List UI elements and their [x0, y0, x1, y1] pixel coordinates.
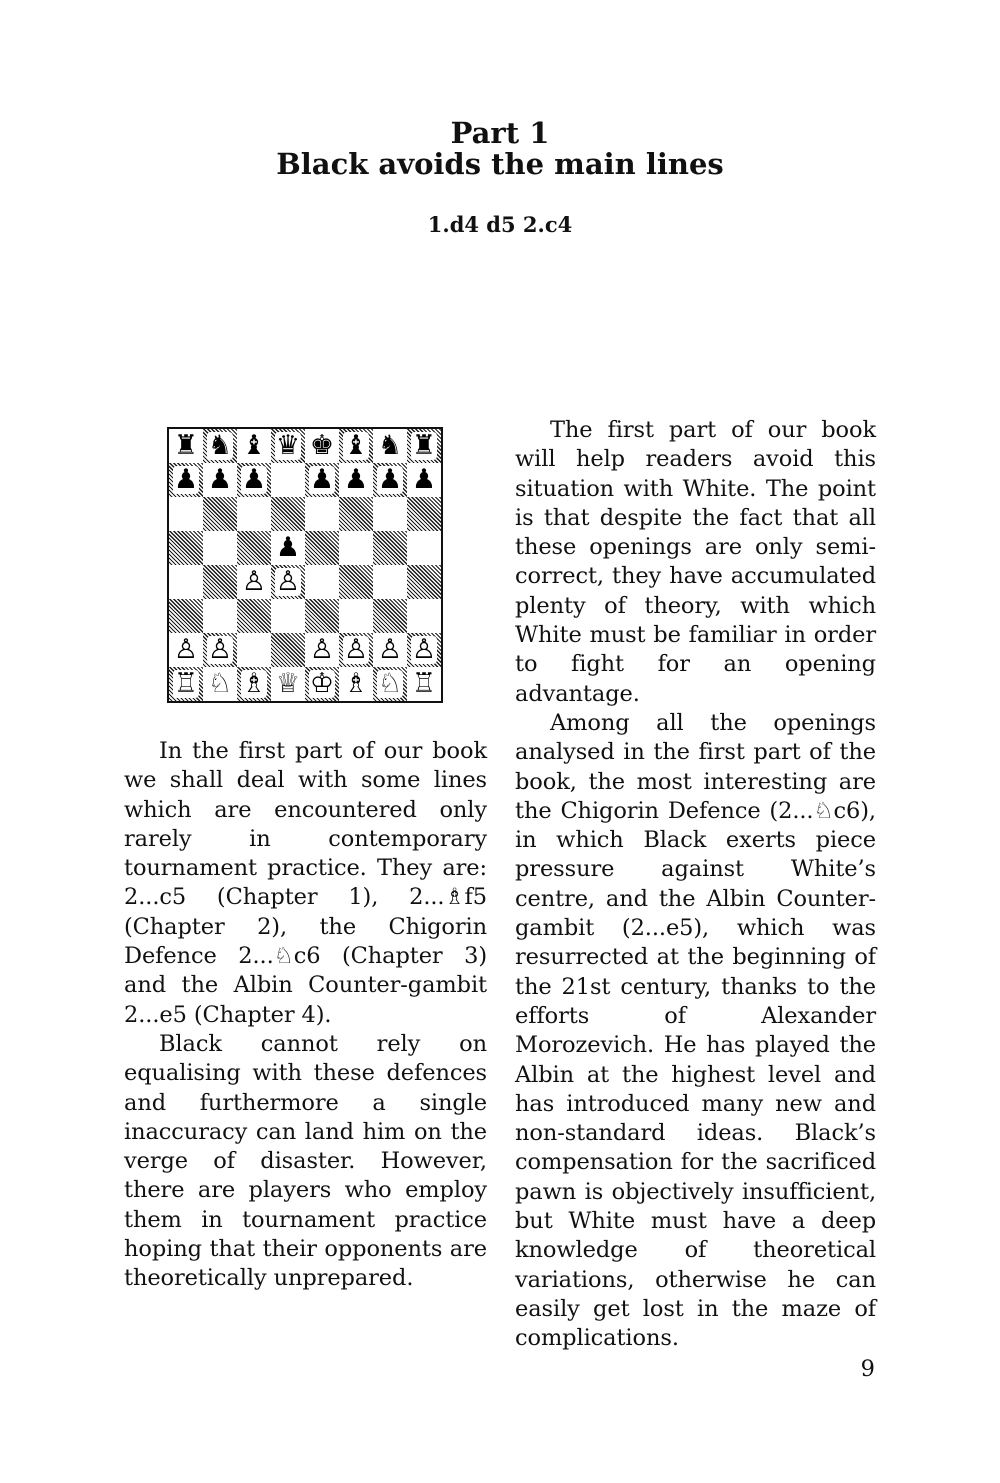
board-square [305, 463, 339, 497]
board-square [271, 429, 305, 463]
chess-piece: ♙ [275, 566, 301, 597]
board-square [271, 565, 305, 599]
board-square [339, 531, 373, 565]
board-square [373, 429, 407, 463]
board-square [305, 599, 339, 633]
board-square [407, 429, 441, 463]
board-square [339, 667, 373, 701]
board-square [305, 531, 339, 565]
board-square [339, 565, 373, 599]
part-title: Black avoids the main lines [276, 147, 724, 181]
board-square [237, 429, 271, 463]
board-square [373, 531, 407, 565]
board-square [169, 633, 203, 667]
board-square [237, 667, 271, 701]
board-square [237, 599, 271, 633]
left-paragraph-1: In the first part of our book we shall deal with some lines which are encountered only rarely in contemporary tournament practice. They are: 2...c5 (Chapter 1), 2...♗f5 (Chapter 2), the Chigorin Defence 2...♘c6 (Chapter 3) and the Albin Counter-gambit 2...e5 (Chapter 4). [124, 738, 487, 1028]
part-heading [0, 118, 1000, 180]
board-square [407, 497, 441, 531]
chess-piece: ♟ [207, 464, 233, 495]
board-square [237, 497, 271, 531]
board-square [305, 429, 339, 463]
board-square [203, 463, 237, 497]
chess-piece: ♖ [411, 668, 437, 699]
board-square [339, 463, 373, 497]
board-square [271, 599, 305, 633]
opening-moves: 1.d4 d5 2.c4 [427, 212, 573, 237]
chess-piece: ♕ [275, 668, 301, 699]
board-square [237, 633, 271, 667]
board-square [237, 463, 271, 497]
board-square [203, 531, 237, 565]
chess-piece: ♙ [411, 634, 437, 665]
chess-piece: ♔ [309, 668, 335, 699]
board-square [169, 429, 203, 463]
board-square [373, 633, 407, 667]
right-paragraph-2: Among all the openings analysed in the first part of the book, the most interesting are the Chigorin Defence (2...♘c6), in which Black exerts piece pressure against White’s centre, and the Albin Counter-gambit (2...e5), which was resurrected at the beginning of the 21st century, thanks to the efforts of Alexander Morozevich. He has played the Albin at the highest level and has introduced many new and non-standard ideas. Black’s compensation for the sacrificed pawn is objectively insufficient, but White must have a deep knowledge of theoretical variations, otherwise he can easily get lost in the maze of complications. [515, 709, 876, 1352]
chess-piece: ♟ [377, 464, 403, 495]
chess-piece: ♟ [241, 464, 267, 495]
board-square [339, 599, 373, 633]
chess-piece: ♟ [309, 464, 335, 495]
board-square [407, 565, 441, 599]
board-square [339, 497, 373, 531]
board-square [407, 599, 441, 633]
chess-piece: ♙ [343, 634, 369, 665]
chess-piece: ♟ [411, 464, 437, 495]
board-square [169, 463, 203, 497]
board-square [305, 633, 339, 667]
chess-piece: ♝ [241, 430, 267, 461]
chess-piece: ♟ [343, 464, 369, 495]
chess-piece: ♗ [241, 668, 267, 699]
chess-piece: ♙ [241, 566, 267, 597]
chess-piece: ♜ [173, 430, 199, 461]
left-paragraph-2: Black cannot rely on equalising with these defences and furthermore a single inaccuracy can land him on the verge of disaster. However, there are players who employ them in tournament practice hoping that their opponents are theoretically unprepared. [124, 1030, 487, 1292]
board-square [305, 497, 339, 531]
board-square [203, 667, 237, 701]
page-number: 9 [860, 1356, 875, 1382]
board-square [169, 531, 203, 565]
board-square [203, 497, 237, 531]
board-square [407, 531, 441, 565]
chess-piece: ♙ [173, 634, 199, 665]
chess-piece: ♗ [343, 668, 369, 699]
board-square [339, 633, 373, 667]
chess-piece: ♖ [173, 668, 199, 699]
board-square [373, 497, 407, 531]
right-column [515, 416, 876, 1354]
board-square [271, 633, 305, 667]
chess-piece: ♙ [309, 634, 335, 665]
board-square [169, 497, 203, 531]
board-square [203, 633, 237, 667]
board-square [407, 633, 441, 667]
chess-piece: ♛ [275, 430, 301, 461]
chess-piece: ♞ [207, 430, 233, 461]
board-square [203, 565, 237, 599]
chess-piece: ♝ [343, 430, 369, 461]
board-square [373, 599, 407, 633]
board-square [271, 497, 305, 531]
chess-piece: ♙ [377, 634, 403, 665]
chess-piece: ♟ [173, 464, 199, 495]
chess-piece: ♟ [275, 532, 301, 563]
board-square [373, 667, 407, 701]
board-square [305, 565, 339, 599]
board-square [271, 463, 305, 497]
right-paragraph-1: The first part of our book will help readers avoid this situation with White. The point is that despite the fact that all these openings are only semi-correct, they have accumulated plenty of theory, with which White must be familiar in order to fight for an opening advantage. [515, 417, 876, 707]
board-square [407, 463, 441, 497]
board-square [169, 667, 203, 701]
chess-piece: ♘ [377, 668, 403, 699]
chess-diagram [167, 427, 443, 703]
chess-piece: ♙ [207, 634, 233, 665]
board-square [271, 667, 305, 701]
board-square [407, 667, 441, 701]
board-square [237, 531, 271, 565]
board-square [373, 463, 407, 497]
board-square [237, 565, 271, 599]
board-square [203, 429, 237, 463]
chess-piece: ♚ [309, 430, 335, 461]
chess-piece: ♞ [377, 430, 403, 461]
board-square [169, 565, 203, 599]
board-square [169, 599, 203, 633]
chess-piece: ♘ [207, 668, 233, 699]
board-square [305, 667, 339, 701]
board-square [373, 565, 407, 599]
part-number: Part 1 [450, 116, 550, 150]
chess-piece: ♜ [411, 430, 437, 461]
left-column [124, 737, 487, 1294]
board-square [339, 429, 373, 463]
board-square [271, 531, 305, 565]
board-square [203, 599, 237, 633]
